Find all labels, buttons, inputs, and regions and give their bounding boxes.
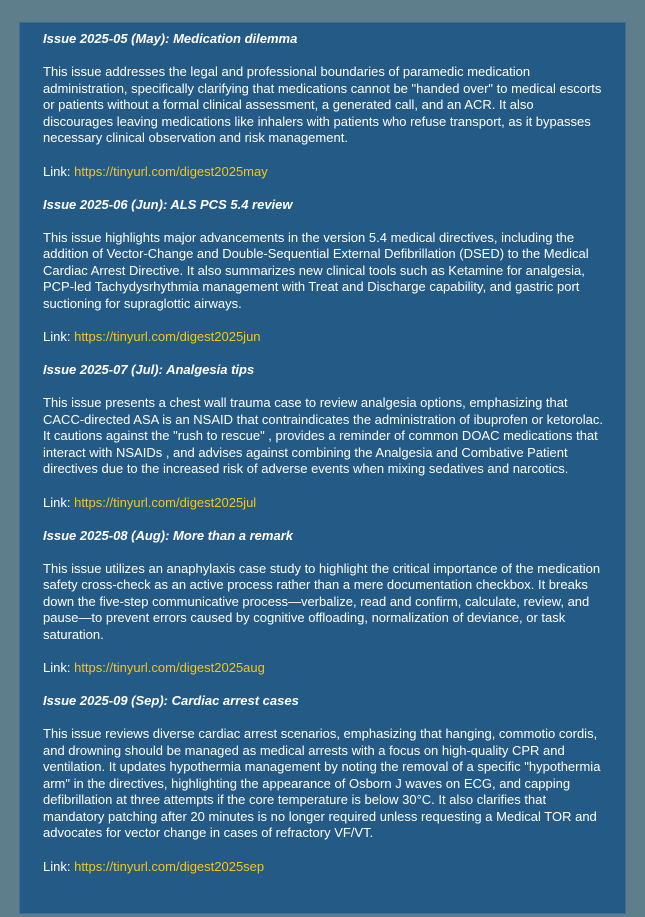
- issue-section-sep: [43, 693, 603, 875]
- issue-summary: This issue utilizes an anaphylaxis case study to highlight the critical importance of the medication safety cross-check as an active process rather than a mere documentation checkbox. It breaks down the five-step communicative process—verbalize, read and confirm, calculate, review, and pause—to prevent errors caused by cognitive offloading, normalization of deviance, or task saturation.: [43, 560, 601, 642]
- issue-title: Issue 2025-05 (May): Medication dilemma: [43, 31, 298, 46]
- issue-summary: This issue addresses the legal and professional boundaries of paramedic medication administration, specifically clarifying that medications cannot be "handed over" to medical escorts or patients without a formal clinical assessment, a generated call, and an ACR. It also discourages leaving medications like inhalers with patients who refuse transport, as it bypasses necessary clinical observation and risk management.: [43, 64, 602, 145]
- issue-link-row: [43, 859, 603, 875]
- issue-link-row: [43, 660, 603, 676]
- issue-link[interactable]: https://tinyurl.com/digest2025aug: [74, 660, 265, 675]
- issue-summary: This issue reviews diverse cardiac arrest scenarios, emphasizing that hanging, commotio cordis, and drowning should be managed as medical arrests with a focus on high-quality CPR and ventilation. It updates hypothermia management by noting the removal of a specific "hypothermia arm" in the directives, highlighting the appearance of Osborn J waves on ECG, and capping defibrillation at three attempts if the core temperature is below 30°C. It also clarifies that mandatory patching after 20 minutes is no longer required unless requesting a Medical TOR and advocates for vector change in cases of refractory VF/VT.: [43, 726, 601, 840]
- issue-section-jun: [43, 197, 603, 346]
- issue-link-row: [43, 164, 603, 180]
- link-label: Link:: [43, 494, 71, 510]
- issue-link-row: [43, 495, 603, 511]
- issue-link-row: [43, 329, 603, 345]
- digest-panel: [19, 22, 626, 914]
- link-label: Link:: [43, 163, 71, 179]
- issue-title: Issue 2025-09 (Sep): Cardiac arrest cases: [43, 693, 299, 708]
- link-label: Link:: [43, 329, 71, 344]
- issue-link[interactable]: https://tinyurl.com/digest2025jun: [74, 329, 261, 344]
- issue-title: Issue 2025-07 (Jul): Analgesia tips: [43, 362, 255, 377]
- issue-title: Issue 2025-08 (Aug): More than a remark: [43, 527, 293, 543]
- link-label: Link:: [43, 858, 71, 874]
- issue-section-aug: [43, 528, 603, 677]
- issue-section-may: [43, 31, 603, 180]
- issue-title: Issue 2025-06 (Jun): ALS PCS 5.4 review: [43, 196, 293, 212]
- issue-summary: This issue highlights major advancements in the version 5.4 medical directives, including the addition of Vector-Change and Double-Sequential External Defibrillation (DSED) to the Medical Cardiac Arrest Directive. It also summarizes new clinical tools such as Ketamine for analgesia, PCP-led Tachydysrhythmia management with Treat and Discharge capability, and gastric port suctioning for supraglottic airways.: [43, 229, 589, 311]
- issue-link[interactable]: https://tinyurl.com/digest2025jul: [74, 494, 257, 510]
- issue-section-jul: [43, 362, 603, 511]
- link-label: Link:: [43, 660, 71, 675]
- issue-summary: This issue presents a chest wall trauma case to review analgesia options, emphasizing that CACC-directed ASA is an NSAID that contraindicates the administration of ibuprofen or ketorolac. It cautions against the "rush to rescue" , provides a reminder of common DOAC medications that interact with NSAIDs , and advises against combining the Analgesia and Combative Patient directives due to the increased risk of adverse events when mixing sedatives and narcotics.: [43, 395, 604, 476]
- issue-link[interactable]: https://tinyurl.com/digest2025sep: [74, 858, 265, 874]
- issue-link[interactable]: https://tinyurl.com/digest2025may: [74, 163, 268, 179]
